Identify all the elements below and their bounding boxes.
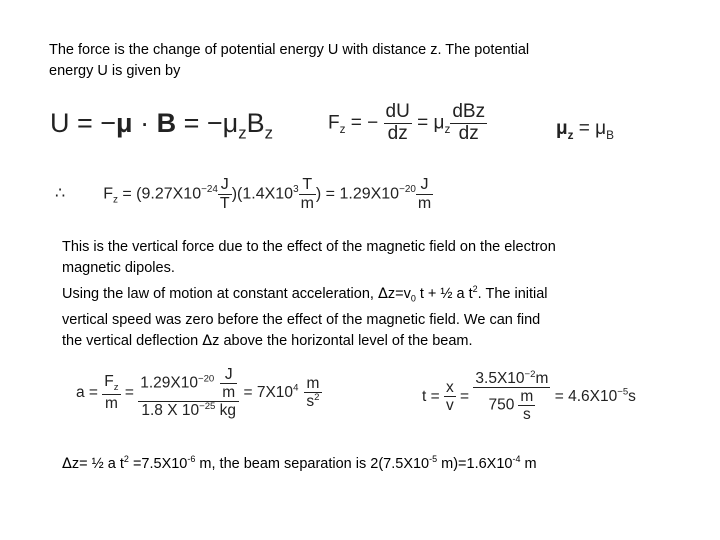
body-line-4: vertical speed was zero before the effect of the magnetic field. We can find (62, 311, 541, 328)
equation-mu-z: $\mu_z = \mu_B$ (556, 118, 614, 142)
equation-potential-energy: $U = -\mu \cdot B = -\mu_zB_z$ (50, 108, 273, 143)
equation-acceleration: a = $\frac{F_z}{m}$ = $1.29X10^{-20}$ $\frac{J}{m}$ 1.8 X $10^{-25}$ kg = $7X10^4$ $\frac{m}{s^2}$ (76, 366, 320, 420)
equation-time: t = $\frac{x}{v}$ = $3.5X10^{-2}m$ 750 $\frac{m}{s}$ = $4.6X10^{-5}s$ (422, 369, 636, 424)
therefore-symbol: ∴ (55, 185, 66, 203)
final-result-text: Δz= ½ a $t^2 =7.5X10^{-6}$ m, the beam separation is $2(7.5X10^{-5}$ $m)=1.6X10^{-4}$ m (62, 454, 537, 472)
intro-line-2: energy U is given by (49, 63, 181, 79)
body-line-1: This is the vertical force due to the effect of the magnetic field on the electron (62, 239, 556, 255)
body-line-2: magnetic dipoles. (62, 260, 175, 276)
body-line-3: Using the law of motion at constant acceleration, $\Delta z=v_0$ t + ½ a $t^2$. The initial (62, 284, 548, 304)
intro-line-1: The force is the change of potential energy U with distance z. The potential (49, 42, 530, 58)
intro-text (49, 40, 529, 82)
explanation-text (62, 237, 556, 352)
body-line-5: the vertical deflection Δz above the horizontal level of the beam. (62, 332, 473, 349)
equation-force-value: ∴ $F_z = (9.27X10^{-24}$ $\frac{J}{T}$ )($1.4X10^3$ $\frac{T}{m}$ ) = $1.29X10^{-20}$ $\frac{J}{m}$ (55, 176, 432, 212)
equation-force: $F_z$ = − $\frac{dU}{dz}$ = $\mu_z$ $\frac{\text{dBz}}{dz}$ (328, 101, 486, 144)
